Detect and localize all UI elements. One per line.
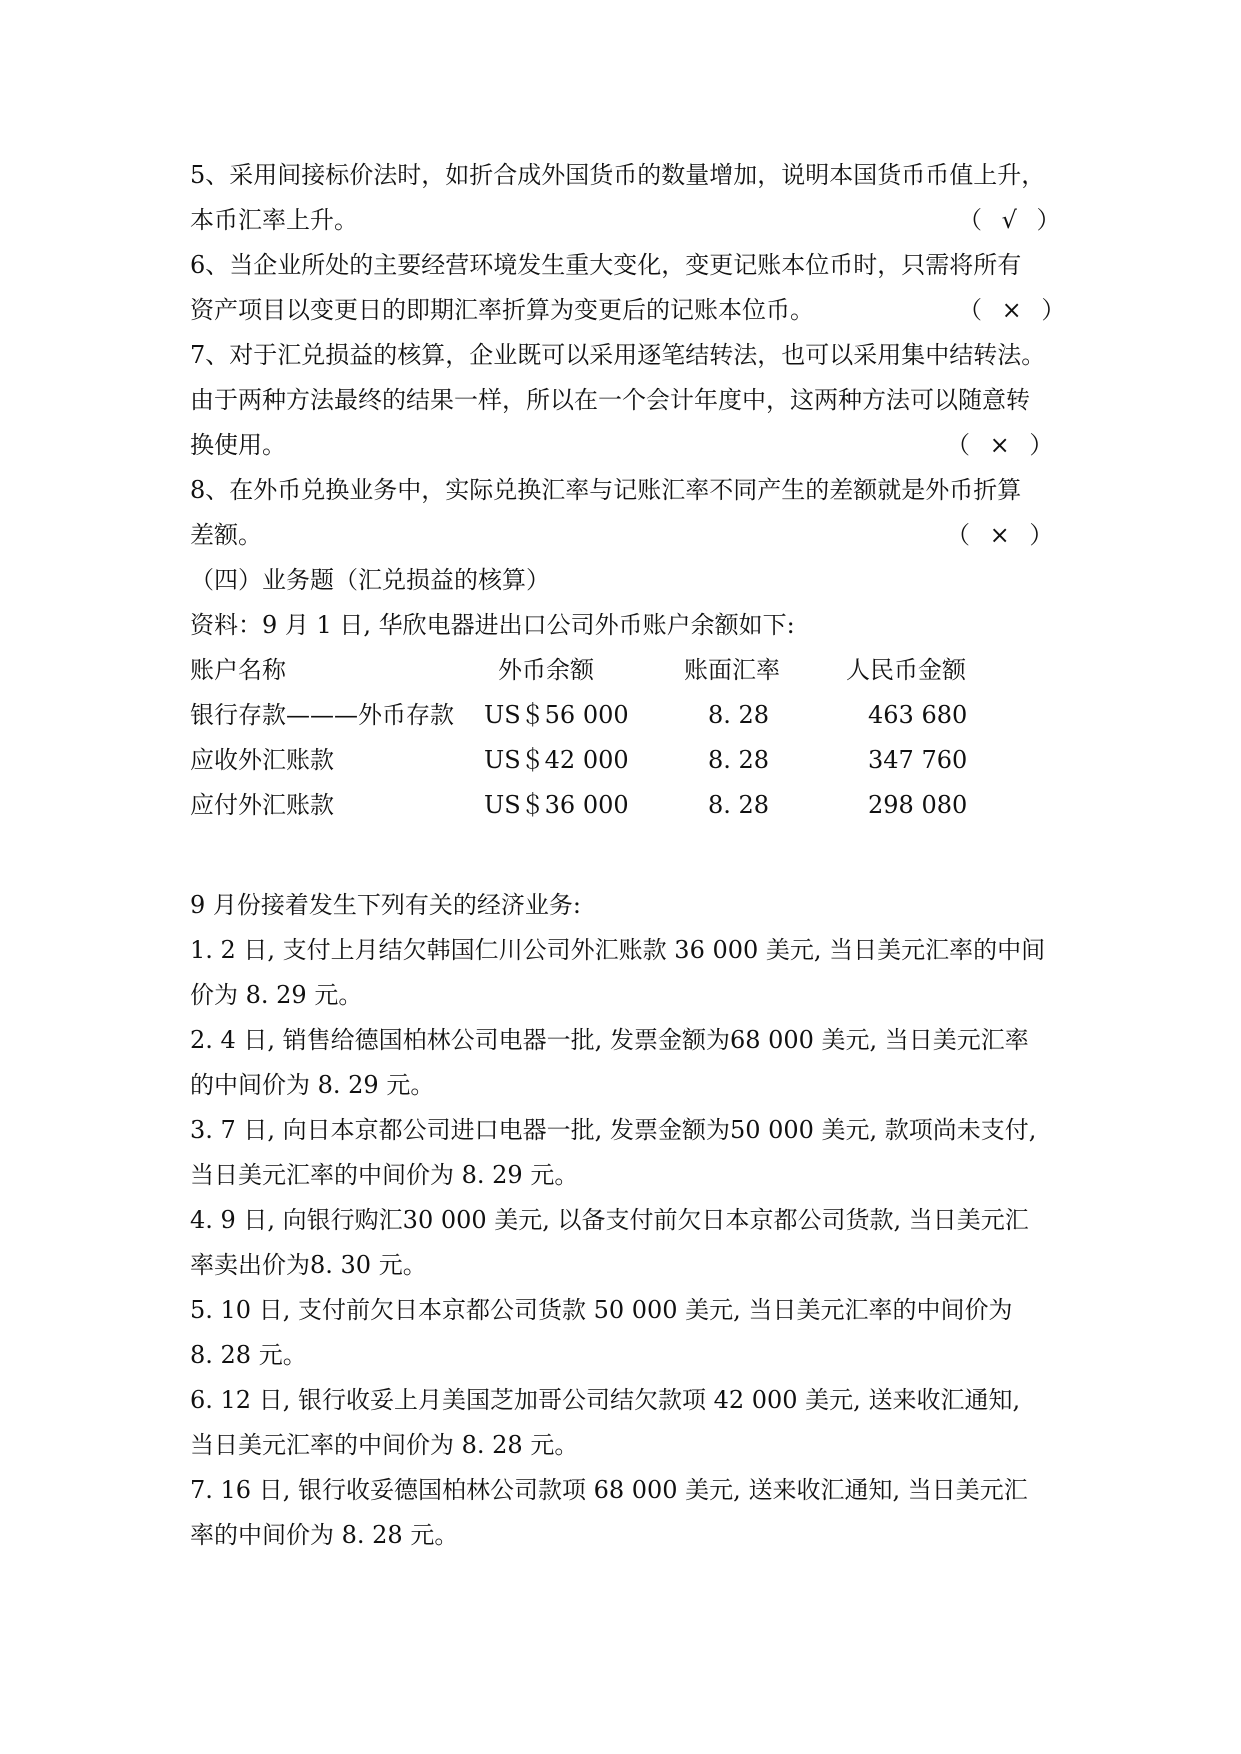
table-row-3-rmb: 298 080 [868,791,968,819]
item-7-line-1: 7、对于汇兑损益的核算，企业既可以采用逐笔结转法，也可以采用集中结转法。 [190,341,1046,369]
material-text: 资料：9 月 1 日, 华欣电器进出口公司外币账户余额如下: [190,611,795,639]
item-8-line-1: 8、在外币兑换业务中，实际兑换汇率与记账汇率不同产生的差额就是外币折算 [190,476,1022,504]
item-8-answer: （ × ） [946,521,1060,549]
business-item-7-line-1: 7. 16 日, 银行收妥德国柏林公司款项 68 000 美元, 送来收汇通知, 当日美元汇 [190,1476,1028,1504]
business-item-1-line-2: 价为 8. 29 元。 [190,981,363,1009]
table-row-2-rmb: 347 760 [868,746,968,774]
business-intro: 9 月份接着发生下列有关的经济业务: [190,891,581,919]
item-6-line-2: 资产项目以变更日的即期汇率折算为变更后的记账本位币。 [190,296,814,324]
business-item-1-line-1: 1. 2 日, 支付上月结欠韩国仁川公司外汇账款 36 000 美元, 当日美元汇率的中间 [190,936,1046,964]
business-item-2-line-2: 的中间价为 8. 29 元。 [190,1071,435,1099]
business-item-5-line-1: 5. 10 日, 支付前欠日本京都公司货款 50 000 美元, 当日美元汇率的中间价为 [190,1296,1013,1324]
table-row-3-foreign: US＄36 000 [484,791,629,819]
table-row-2-account: 应收外汇账款 [190,746,334,774]
business-item-4-line-1: 4. 9 日, 向银行购汇30 000 美元, 以备支付前欠日本京都公司货款, 当日美元汇 [190,1206,1029,1234]
item-5-line-1: 5、采用间接标价法时，如折合成外国货币的数量增加，说明本国货币币值上升， [190,161,1046,189]
table-row-1-account: 银行存款———外币存款 [190,701,454,729]
item-6-line-1: 6、当企业所处的主要经营环境发生重大变化，变更记账本位币时，只需将所有 [190,251,1022,279]
table-row-2-foreign: US＄42 000 [484,746,629,774]
item-8-line-2: 差额。 [190,521,262,549]
item-5-answer: （ √ ） [958,206,1067,234]
item-7-answer: （ × ） [946,431,1060,459]
table-row-2-rate: 8. 28 [708,746,770,774]
business-item-5-line-2: 8. 28 元。 [190,1341,307,1369]
table-row-3-rate: 8. 28 [708,791,770,819]
table-row-1-rate: 8. 28 [708,701,770,729]
table-header-rmb-amount: 人民币金额 [846,656,966,684]
item-6-answer: （ × ） [958,296,1072,324]
business-item-6-line-1: 6. 12 日, 银行收妥上月美国芝加哥公司结欠款项 42 000 美元, 送来收汇通知, [190,1386,1021,1414]
business-item-2-line-1: 2. 4 日, 销售给德国柏林公司电器一批, 发票金额为68 000 美元, 当日美元汇率 [190,1026,1029,1054]
section-heading: （四）业务题（汇兑损益的核算） [190,566,550,594]
business-item-7-line-2: 率的中间价为 8. 28 元。 [190,1521,459,1549]
item-7-line-2: 由于两种方法最终的结果一样，所以在一个会计年度中，这两种方法可以随意转 [190,386,1030,414]
table-header-rate: 账面汇率 [684,656,780,684]
item-7-line-3: 换使用。 [190,431,286,459]
table-header-foreign-balance: 外币余额 [498,656,594,684]
table-row-1-foreign: US＄56 000 [484,701,629,729]
business-item-3-line-2: 当日美元汇率的中间价为 8. 29 元。 [190,1161,579,1189]
table-header-account: 账户名称 [190,656,286,684]
business-item-4-line-2: 率卖出价为8. 30 元。 [190,1251,427,1279]
table-row-1-rmb: 463 680 [868,701,968,729]
business-item-3-line-1: 3. 7 日, 向日本京都公司进口电器一批, 发票金额为50 000 美元, 款项尚未支付, [190,1116,1037,1144]
table-row-3-account: 应付外汇账款 [190,791,334,819]
item-5-line-2: 本币汇率上升。 [190,206,358,234]
business-item-6-line-2: 当日美元汇率的中间价为 8. 28 元。 [190,1431,579,1459]
